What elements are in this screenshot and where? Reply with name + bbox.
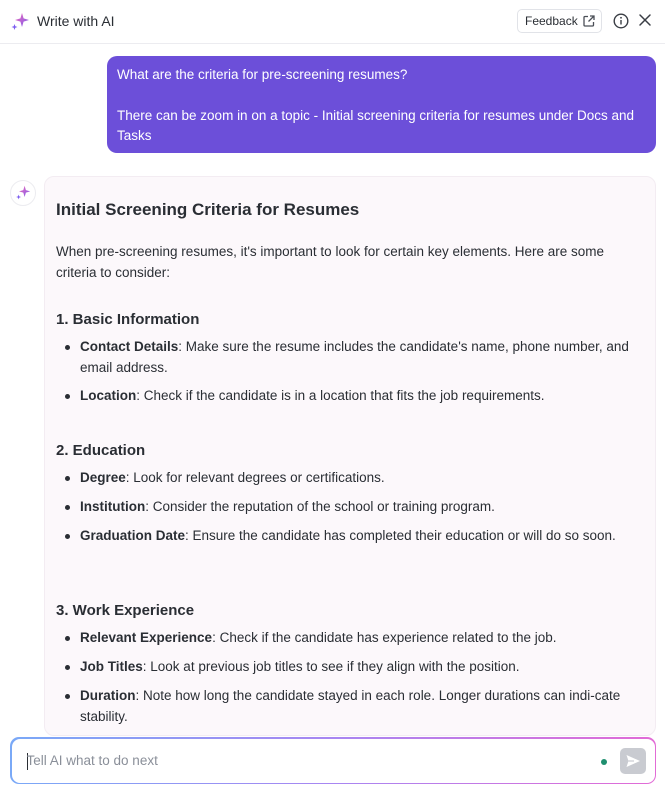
panel-header xyxy=(0,0,665,44)
close-icon[interactable] xyxy=(637,12,653,28)
section-heading: 1. Basic Information xyxy=(56,311,200,328)
list-item-term: Institution xyxy=(80,499,146,514)
list-item xyxy=(80,386,640,407)
sparkle-icon xyxy=(15,185,31,201)
status-dot xyxy=(601,759,607,765)
ai-avatar xyxy=(10,180,36,206)
list-item xyxy=(80,657,640,678)
list-item-term: Relevant Experience xyxy=(80,630,213,645)
response-title: Initial Screening Criteria for Resumes xyxy=(56,200,360,219)
list-item xyxy=(80,628,640,649)
list-item xyxy=(80,526,640,547)
feedback-label: Feedback xyxy=(525,14,578,28)
external-link-icon xyxy=(582,14,596,28)
ai-prompt-composer xyxy=(10,737,656,784)
ai-prompt-input[interactable] xyxy=(27,749,587,773)
list-item xyxy=(80,497,640,518)
list-item xyxy=(80,468,640,489)
list-item-text: : Make sure the resume includes the candidate's name, phone number, and email address. xyxy=(80,339,629,375)
list-item-term: Contact Details xyxy=(80,339,179,354)
ai-response-card xyxy=(44,176,656,736)
list-item-term: Job Titles xyxy=(80,659,143,674)
send-icon xyxy=(625,753,641,769)
list-item xyxy=(80,686,640,727)
list-item-term: Location xyxy=(80,388,137,403)
list-item-text: : Note how long the candidate stayed in each role. Longer durations can indi-cate stability. xyxy=(80,688,621,724)
send-button[interactable] xyxy=(620,748,646,774)
user-message-line: What are the criteria for pre-screening resumes? xyxy=(117,67,408,82)
section-heading: 2. Education xyxy=(56,442,146,459)
section-heading: 3. Work Experience xyxy=(56,602,195,619)
sparkle-icon xyxy=(10,12,30,32)
list-item-text: : Ensure the candidate has completed their education or will do so soon. xyxy=(185,528,616,543)
user-message-bubble xyxy=(107,56,656,153)
list-item-text: : Check if the candidate is in a location that fits the job requirements. xyxy=(136,388,545,403)
user-message-line: There can be zoom in on a topic - Initial screening criteria for resumes under Docs and Tasks xyxy=(117,107,635,143)
list-item-text: : Look at previous job titles to see if they align with the position. xyxy=(142,659,520,674)
info-icon[interactable] xyxy=(612,12,630,30)
list-item-term: Graduation Date xyxy=(80,528,186,543)
list-item-text: : Consider the reputation of the school or training program. xyxy=(145,499,495,514)
response-intro: When pre-screening resumes, it's important to look for certain key elements. Here are some criteria to consider: xyxy=(56,244,605,280)
list-item-term: Degree xyxy=(80,470,126,485)
list-item-text: : Look for relevant degrees or certifications. xyxy=(125,470,385,485)
feedback-button[interactable] xyxy=(517,9,602,33)
list-item-text: : Check if the candidate has experience related to the job. xyxy=(212,630,557,645)
list-item xyxy=(80,337,640,378)
composer-inner xyxy=(12,739,655,783)
list-item-term: Duration xyxy=(80,688,136,703)
panel-title: Write with AI xyxy=(37,13,115,29)
